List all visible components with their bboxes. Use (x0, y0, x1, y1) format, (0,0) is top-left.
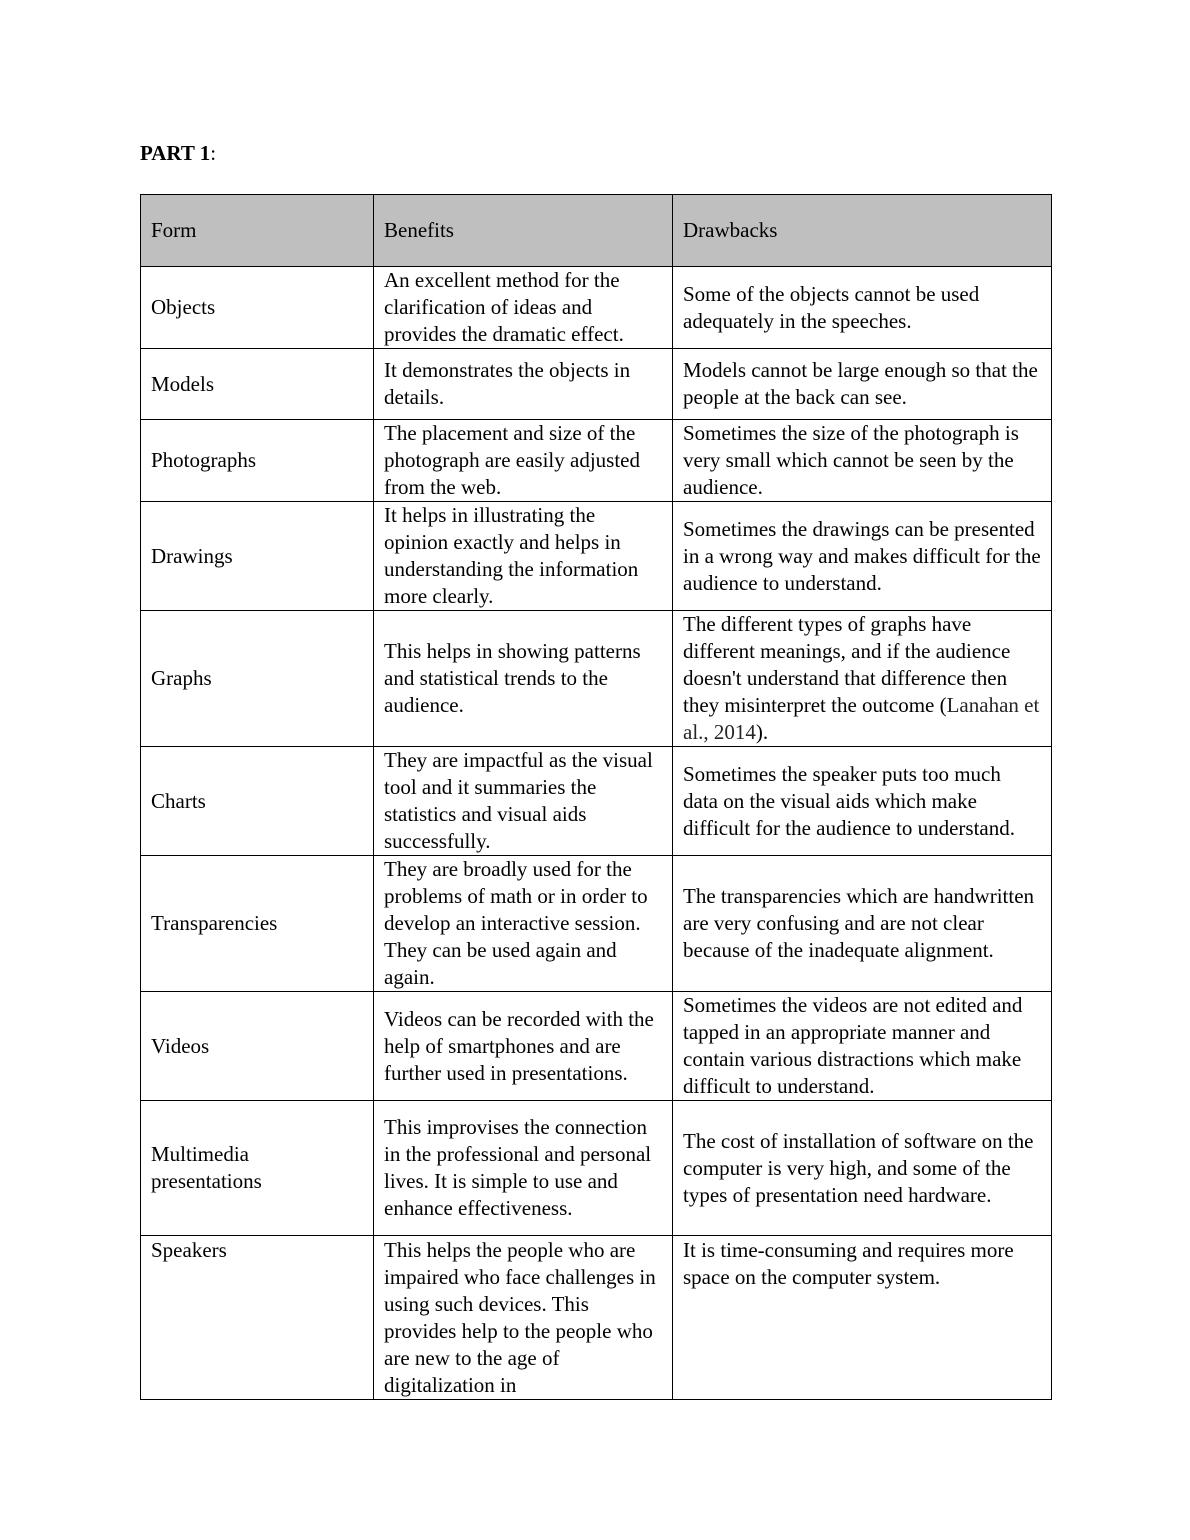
table-row (141, 420, 1052, 502)
cell-form: Objects (141, 267, 374, 349)
cell-form: Multimedia presentations (141, 1101, 374, 1236)
cell-drawbacks: The transparencies which are handwritten are very confusing and are not clear because of the inadequate alignment. (673, 856, 1052, 992)
citation: Lanahan et al., 2014 (683, 693, 1040, 744)
table-row (141, 611, 1052, 747)
heading-colon: : (210, 141, 217, 165)
visual-aids-table (140, 194, 1052, 1400)
cell-form: Speakers (141, 1236, 374, 1400)
cell-benefits: This helps in showing patterns and statistical trends to the audience. (374, 611, 673, 747)
cell-benefits: It demonstrates the objects in details. (374, 349, 673, 420)
cell-benefits: This helps the people who are impaired who face challenges in using such devices. This provides help to the people who are new to the age of digitalization in (374, 1236, 673, 1400)
table-row (141, 747, 1052, 856)
table-row (141, 502, 1052, 611)
cell-benefits: They are impactful as the visual tool and it summaries the statistics and visual aids successfully. (374, 747, 673, 856)
cell-form: Photographs (141, 420, 374, 502)
cell-form: Videos (141, 992, 374, 1101)
table-row (141, 1101, 1052, 1236)
cell-drawbacks: Models cannot be large enough so that the people at the back can see. (673, 349, 1052, 420)
cell-drawbacks: Sometimes the videos are not edited and tapped in an appropriate manner and contain various distractions which make difficult to understand. (673, 992, 1052, 1101)
section-heading (140, 139, 216, 167)
cell-benefits: This improvises the connection in the professional and personal lives. It is simple to use and enhance effectiveness. (374, 1101, 673, 1236)
cell-drawbacks: Some of the objects cannot be used adequately in the speeches. (673, 267, 1052, 349)
cell-drawbacks: Sometimes the size of the photograph is very small which cannot be seen by the audience. (673, 420, 1052, 502)
cell-drawbacks: The cost of installation of software on the computer is very high, and some of the types of presentation need hardware. (673, 1101, 1052, 1236)
cell-benefits: An excellent method for the clarification of ideas and provides the dramatic effect. (374, 267, 673, 349)
cell-form: Charts (141, 747, 374, 856)
header-form: Form (141, 195, 374, 267)
header-drawbacks: Drawbacks (673, 195, 1052, 267)
table-row (141, 856, 1052, 992)
cell-benefits: Videos can be recorded with the help of smartphones and are further used in presentations. (374, 992, 673, 1101)
drawbacks-text-end: ). (755, 720, 769, 744)
cell-form: Graphs (141, 611, 374, 747)
cell-drawbacks: Sometimes the speaker puts too much data on the visual aids which make difficult for the audience to understand. (673, 747, 1052, 856)
cell-drawbacks (673, 611, 1052, 747)
drawbacks-text: The different types of graphs have different meanings, and if the audience doesn't understand that difference then they misinterpret the outcome ( (683, 612, 1011, 717)
table-row (141, 267, 1052, 349)
cell-drawbacks: It is time-consuming and requires more space on the computer system. (673, 1236, 1052, 1400)
table-row (141, 349, 1052, 420)
cell-form: Transparencies (141, 856, 374, 992)
cell-form: Models (141, 349, 374, 420)
heading-bold-text: PART 1 (140, 141, 211, 165)
cell-benefits: They are broadly used for the problems of math or in order to develop an interactive session. They can be used again and again. (374, 856, 673, 992)
cell-benefits: It helps in illustrating the opinion exactly and helps in understanding the information more clearly. (374, 502, 673, 611)
cell-drawbacks: Sometimes the drawings can be presented in a wrong way and makes difficult for the audience to understand. (673, 502, 1052, 611)
cell-benefits: The placement and size of the photograph are easily adjusted from the web. (374, 420, 673, 502)
cell-form: Drawings (141, 502, 374, 611)
header-benefits: Benefits (374, 195, 673, 267)
table-row (141, 992, 1052, 1101)
table-row (141, 1236, 1052, 1400)
table-header-row (141, 195, 1052, 267)
